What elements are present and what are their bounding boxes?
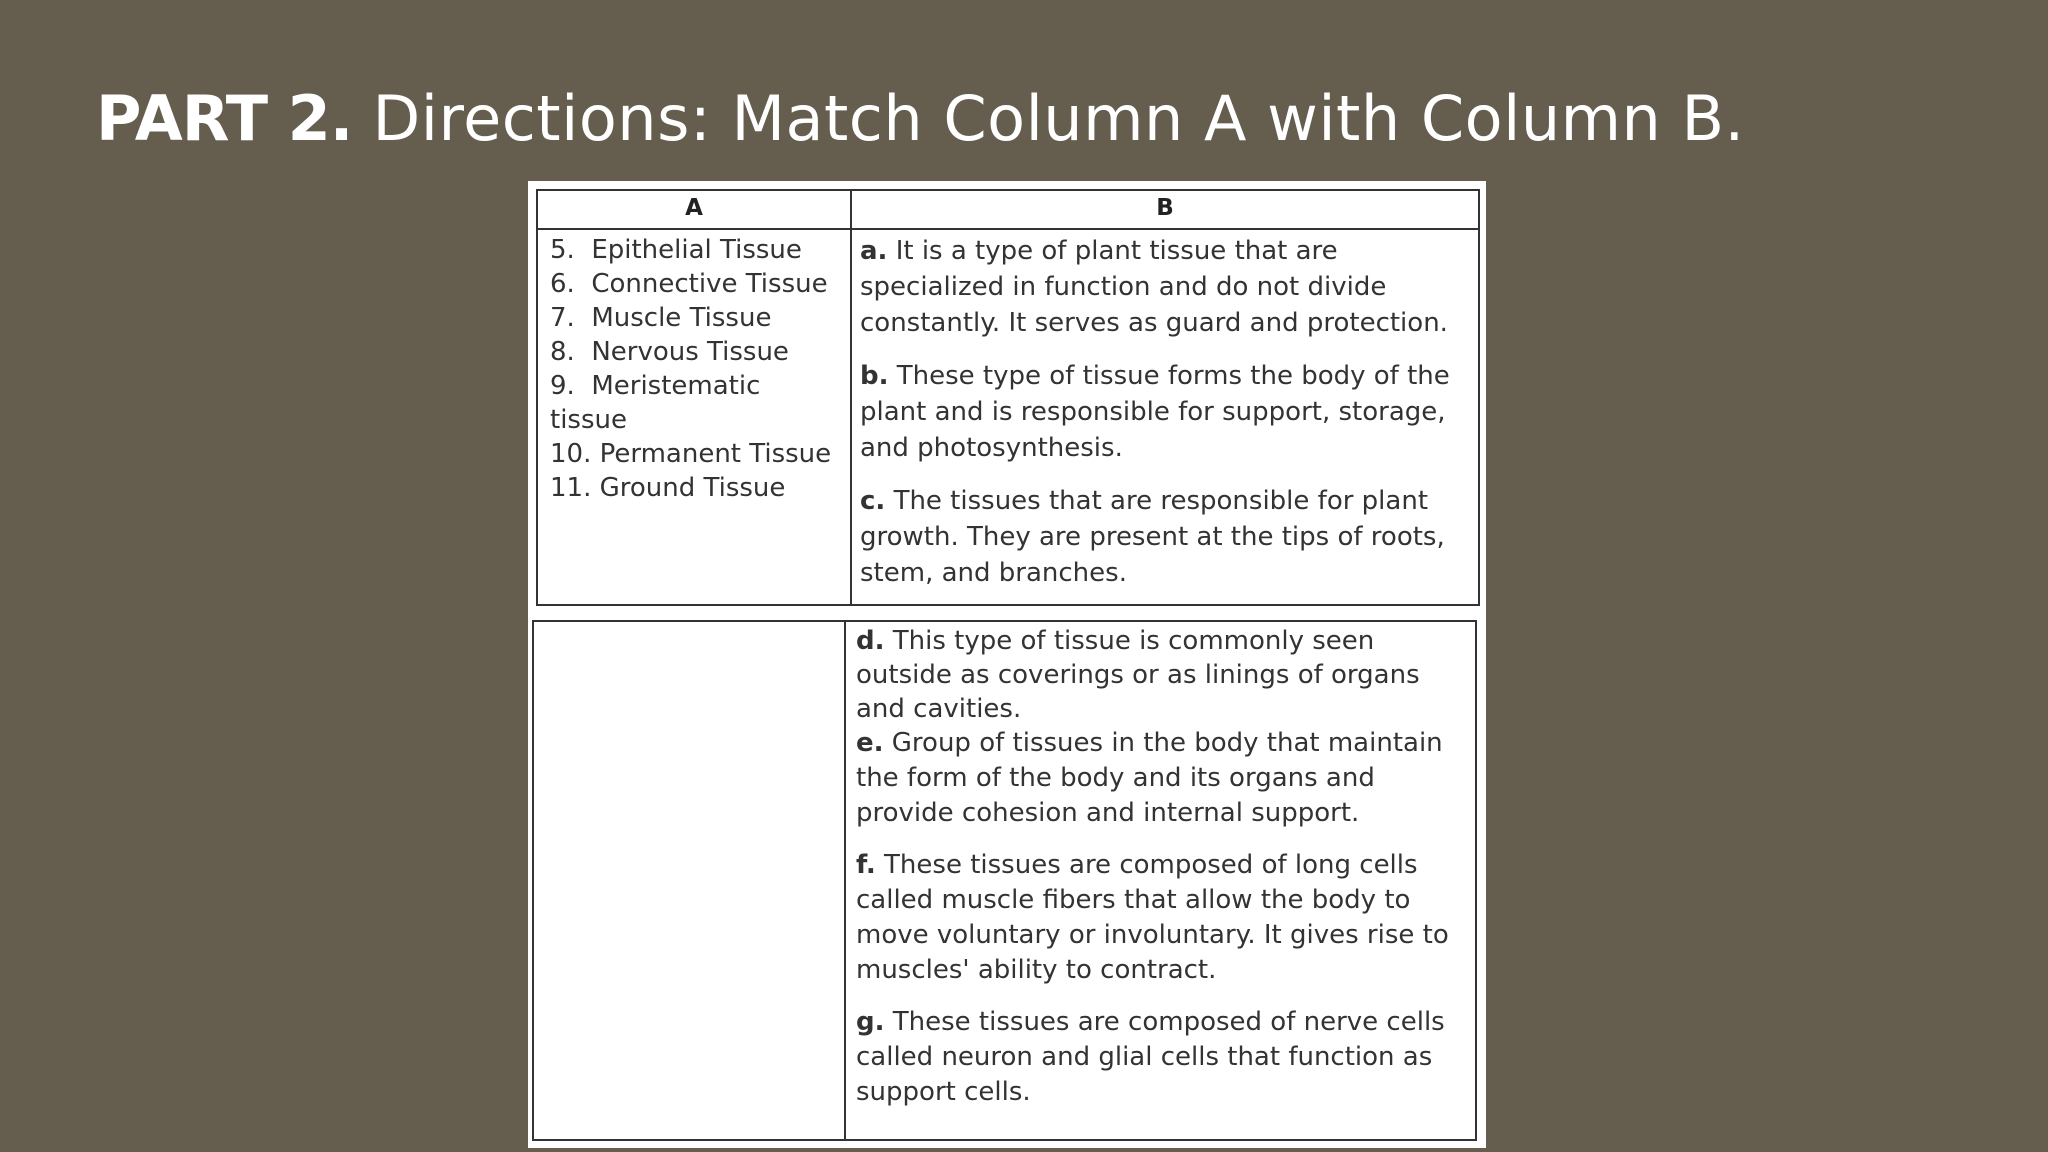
match-table-top (536, 189, 1480, 606)
match-option-g: g. These tissues are composed of nerve cells called neuron and glial cells that function as support cells. (856, 1007, 1445, 1107)
match-option-f: f. These tissues are composed of long cells called muscle fibers that allow the body to move voluntary or involuntary. It gives rise to muscles' ability to contract. (856, 850, 1449, 985)
match-option-b: b. These type of tissue forms the body of the plant and is responsible for support, storage, and photosynthesis. (860, 361, 1450, 463)
list-item: 6. Connective Tissue (550, 269, 828, 299)
slide-title (96, 82, 1745, 155)
column-divider (850, 191, 852, 604)
list-item: 11. Ground Tissue (550, 473, 786, 503)
column-b-header: B (1156, 195, 1174, 221)
list-item: 5. Epithelial Tissue (550, 235, 802, 265)
column-b-top (860, 233, 1472, 591)
worksheet-image (528, 181, 1486, 1148)
column-a-header: A (685, 195, 703, 221)
title-directions: Directions: Match Column A with Column B. (372, 82, 1745, 155)
list-item: 9. Meristematic (550, 371, 761, 401)
list-item: 7. Muscle Tissue (550, 303, 772, 333)
match-option-c: c. The tissues that are responsible for plant growth. They are present at the tips of roots, stem, and branches. (860, 486, 1445, 588)
column-b-bottom (856, 624, 1468, 1110)
match-option-a: a. It is a type of plant tissue that are specialized in function and do not divide constantly. It serves as guard and protection. (860, 236, 1448, 338)
column-a-list (550, 233, 850, 505)
header-divider (538, 228, 1478, 230)
list-item: tissue (550, 405, 627, 435)
match-option-d: d. This type of tissue is commonly seen outside as coverings or as linings of organs and cavities. (856, 626, 1420, 724)
match-table-bottom (532, 620, 1477, 1141)
match-option-e: e. Group of tissues in the body that maintain the form of the body and its organs and provide cohesion and internal support. (856, 728, 1443, 828)
column-divider (844, 622, 846, 1139)
list-item: 8. Nervous Tissue (550, 337, 789, 367)
list-item: 10. Permanent Tissue (550, 439, 832, 469)
title-part-label: PART 2. (96, 82, 353, 155)
